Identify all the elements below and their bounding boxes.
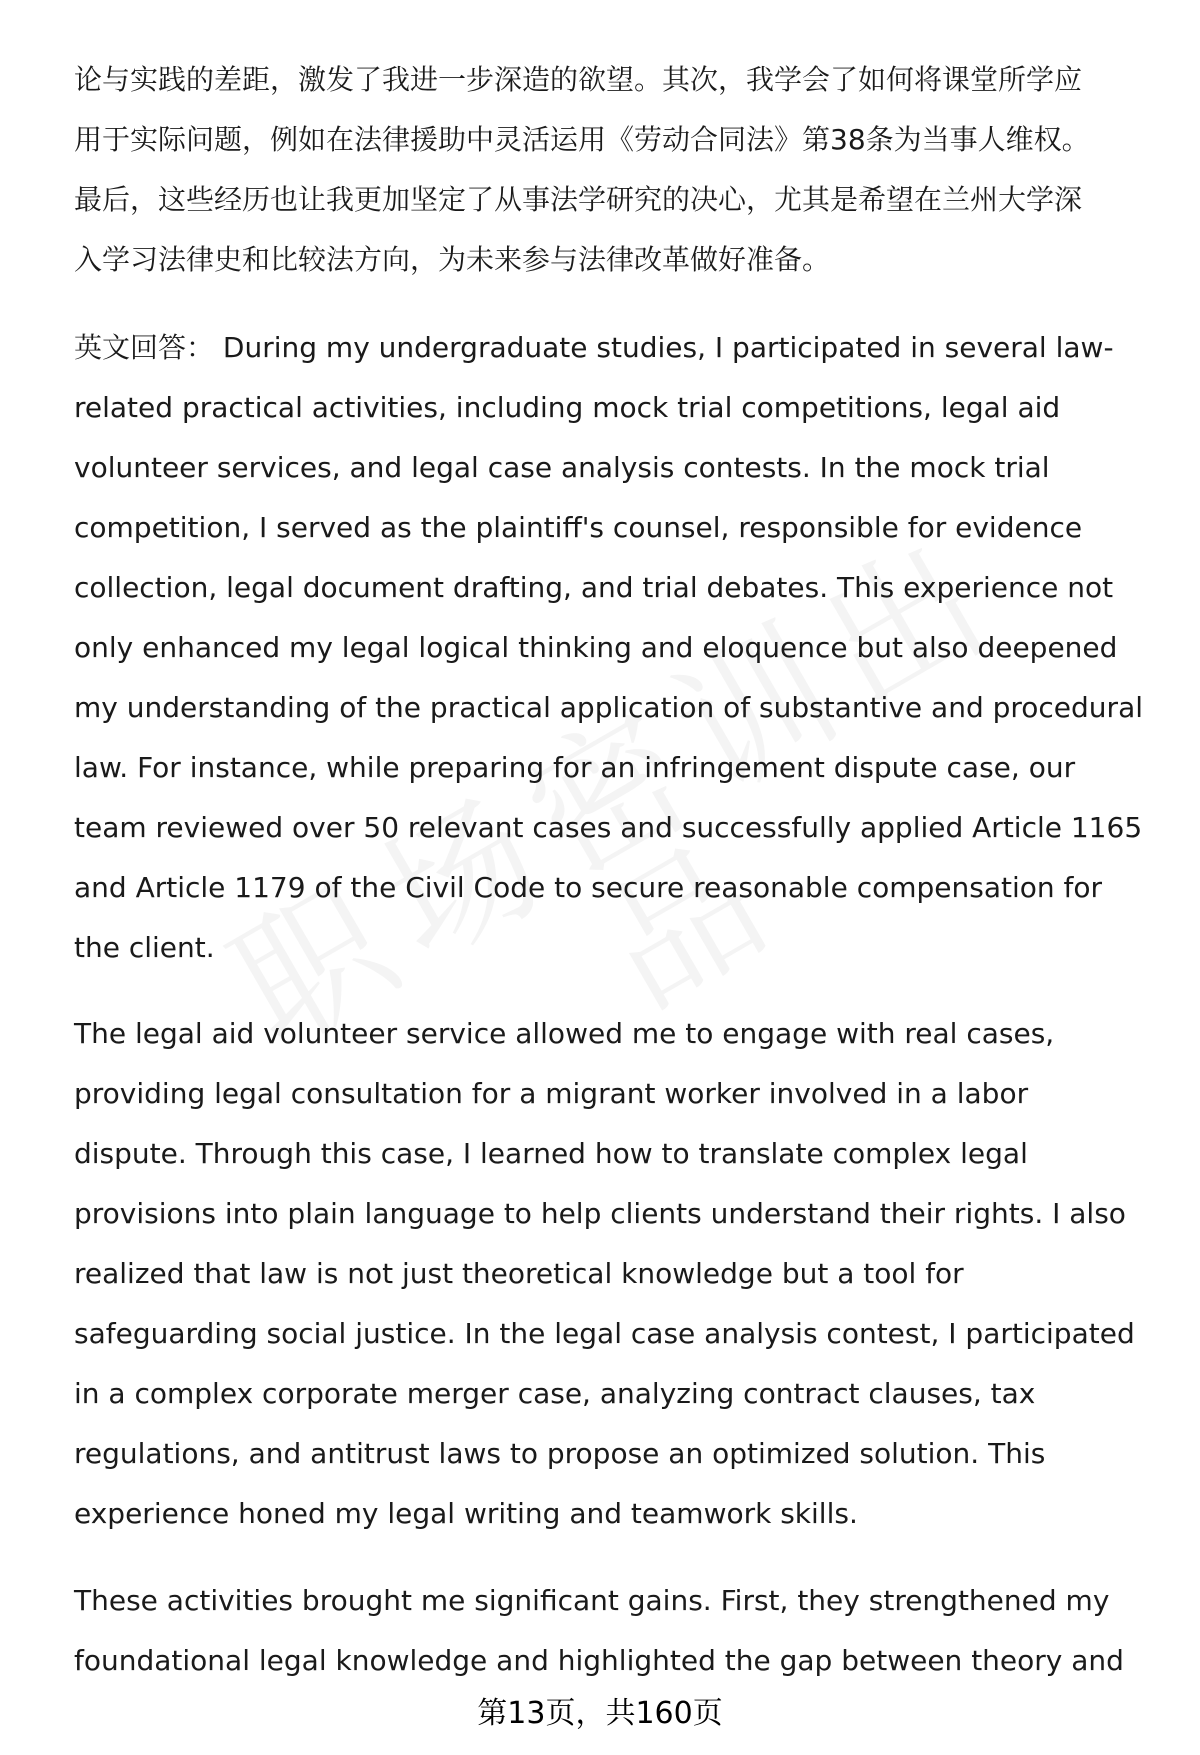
paragraph-english-answer-3: These activities brought me significant gains. First, they strengthened my foundational legal knowledge and highlighted the gap between theory and [74, 1584, 1124, 1677]
paragraph-english-answer-2: The legal aid volunteer service allowed me to engage with real cases, providing legal consultation for a migrant worker involved in a labor dispute. Through this case, I learned how to translate complex legal provisions into plain language to help clients understand their rights. I also realized that law is not just theoretical knowledge but a tool for safeguarding social justice. In the legal case analysis contest, I participated in a complex corporate merger case, analyzing contract clauses, tax regulations, and antitrust laws to propose an optimized solution. This experience honed my legal writing and teamwork skills. [74, 1017, 1135, 1530]
page-number-footer: 第13页，共160页 [477, 1696, 723, 1731]
paragraph-english-answer-1: 英文回答： During my undergraduate studies, I participated in several law- related practical activities, including mock trial competitions, legal aid volunteer services, and legal case analysis contests. In the mock trial competition, I served as the plaintiff's counsel, responsible for evidence collection, legal document drafting, and trial debates. This experience not only enhanced my legal logical thinking and eloquence but also deepened my understanding of the practical application of substantive and procedural law. For instance, while preparing for an infringement dispute case, our team reviewed over 50 relevant cases and successfully applied Article 1165 and Article 1179 of the Civil Code to secure reasonable compensation for the client. [74, 331, 1144, 964]
paragraph-chinese-continued: 论与实践的差距，激发了我进一步深造的欲望。其次，我学会了如何将课堂所学应 用于实际问题，例如在法律援助中灵活运用《劳动合同法》第38条为当事人维权。 最后，这些经历也让我更加坚定了从事法学研究的决心，尤其是希望在兰州大学深 入学习法律史和比较法方向，为未来参与法律改革做好准备。 [74, 63, 1090, 276]
